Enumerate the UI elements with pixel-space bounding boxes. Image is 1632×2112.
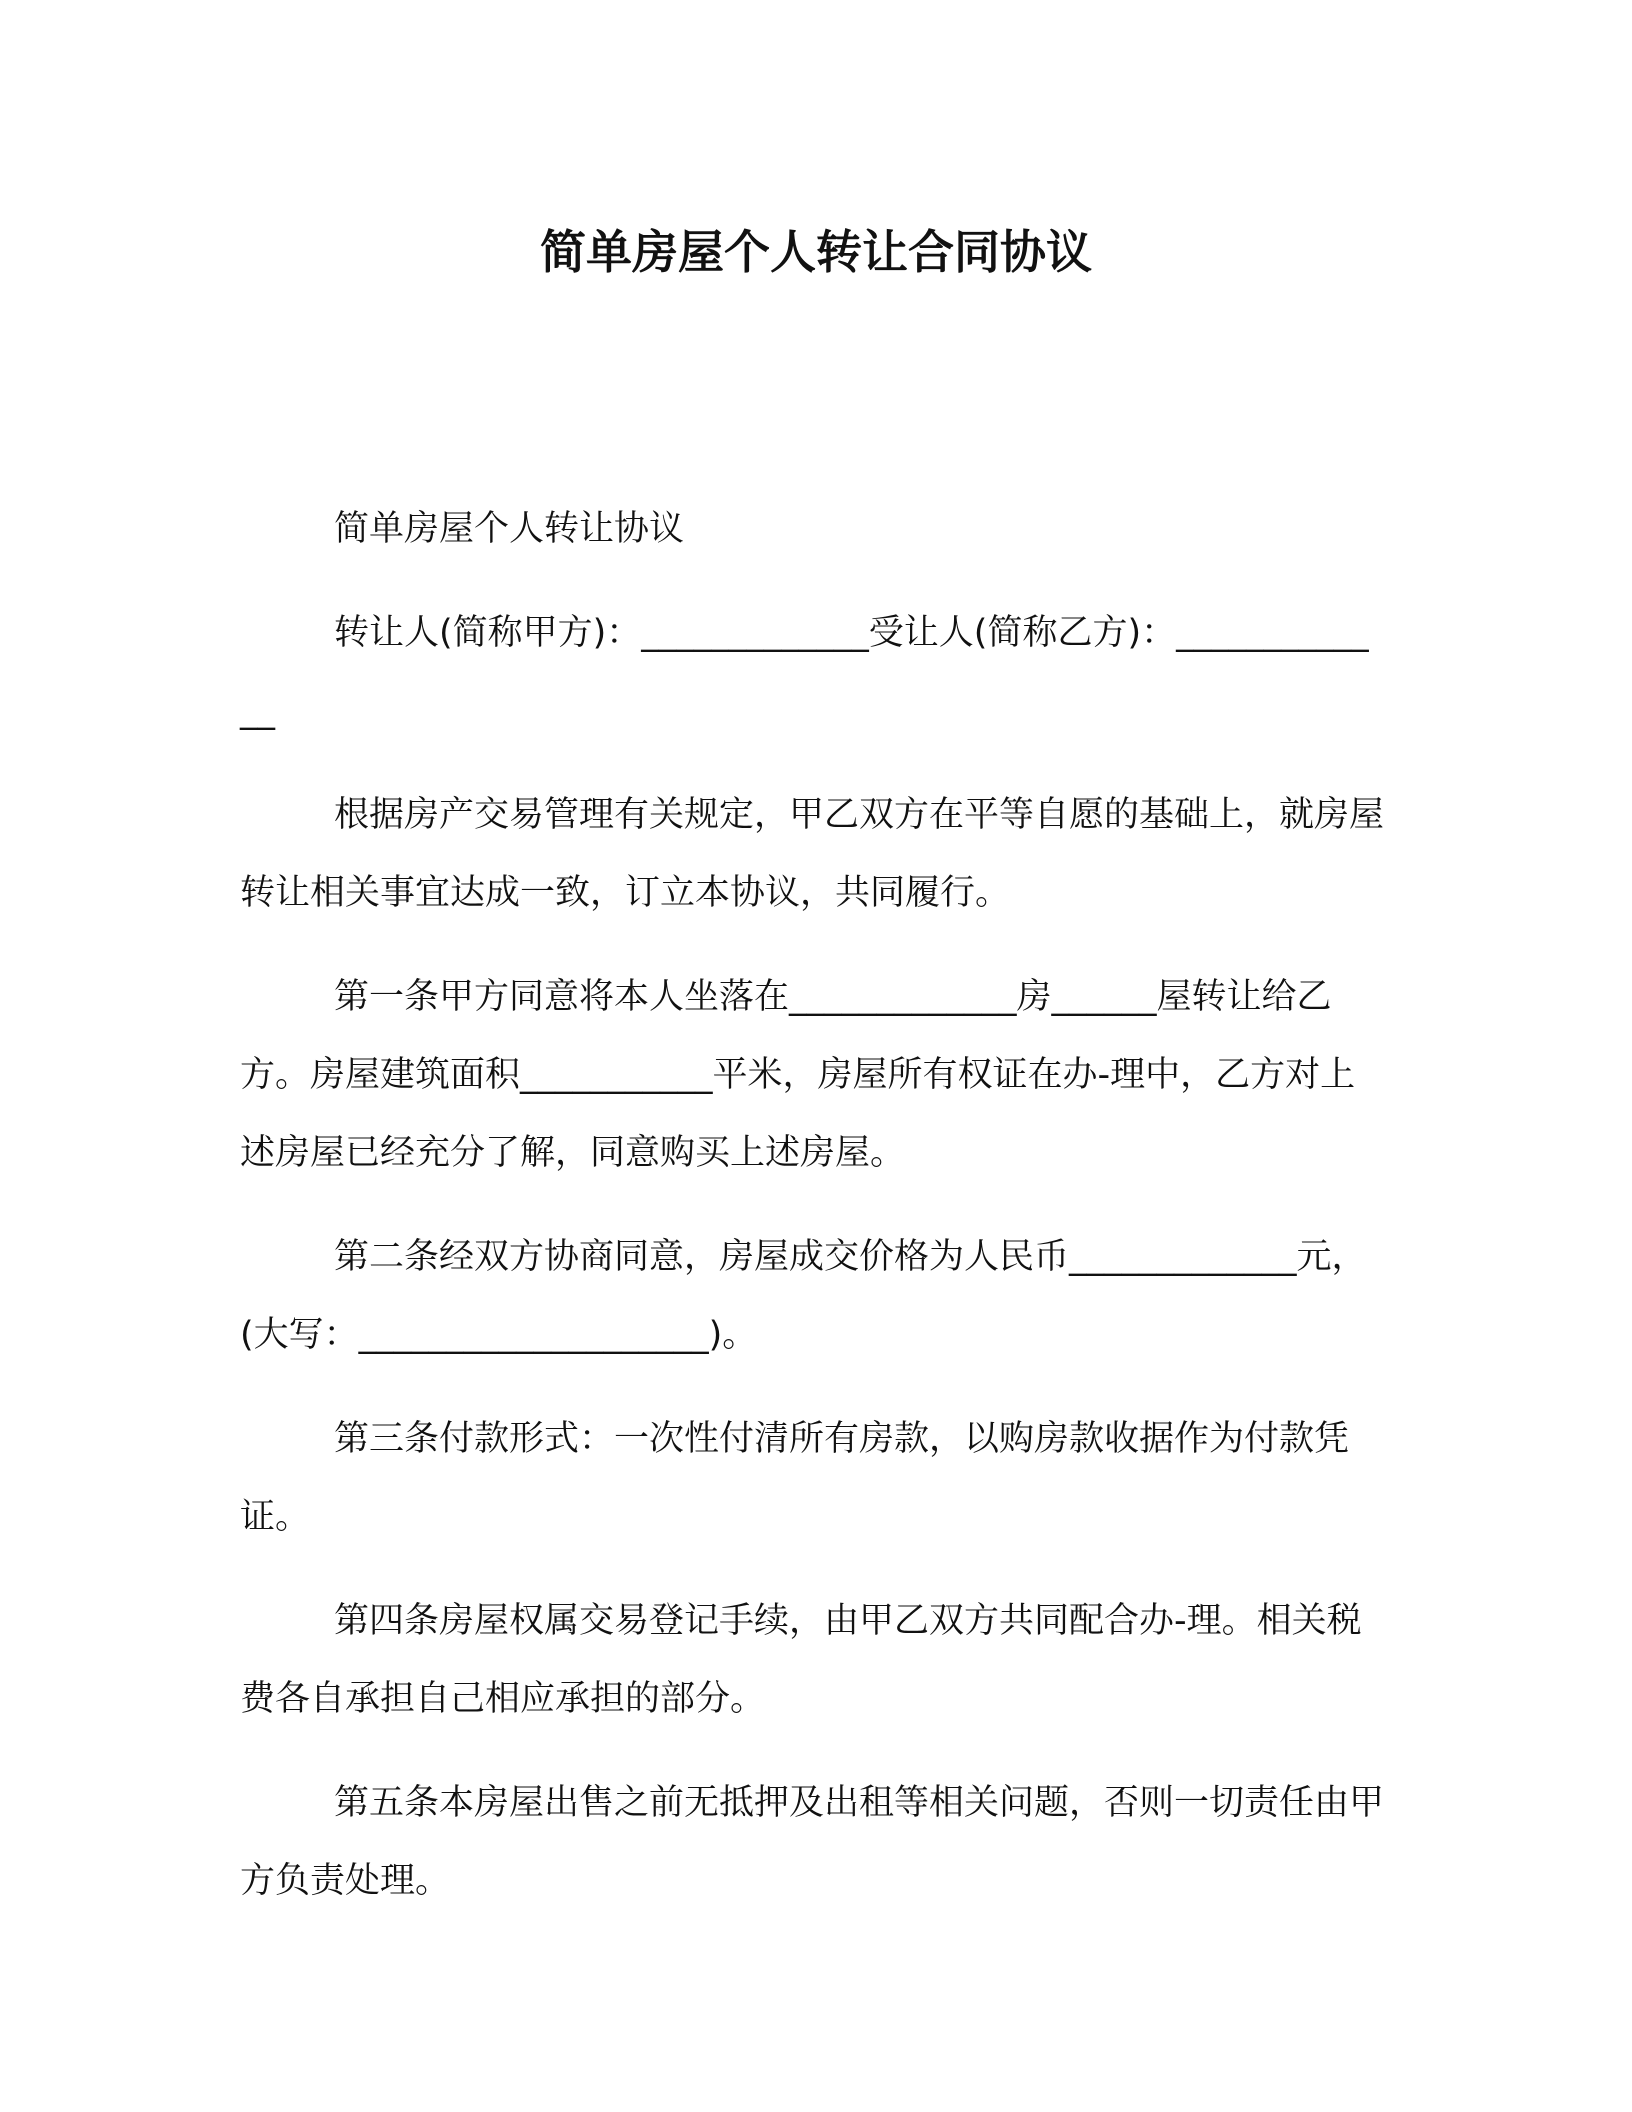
article-3: 第三条付款形式：一次性付清所有房款，以购房款收据作为付款凭证。 bbox=[240, 1419, 1350, 1537]
article-5: 第五条本房屋出售之前无抵押及出租等相关问题，否则一切责任由甲方负责处理。 bbox=[240, 1783, 1385, 1901]
document-title: 简单房屋个人转让合同协议 bbox=[540, 225, 1092, 279]
article-2: 第二条经双方协商同意，房屋成交价格为人民币_____________元，(大写：____________________)。 bbox=[240, 1237, 1367, 1355]
parties-line: 转让人(简称甲方)：_____________受让人(简称乙方)：_____________ bbox=[240, 613, 1369, 731]
article-4: 第四条房屋权属交易登记手续，由甲乙双方共同配合办-理。相关税费各自承担自己相应承担的部分。 bbox=[240, 1601, 1362, 1719]
article-1: 第一条甲方同意将本人坐落在_____________房______屋转让给乙方。房屋建筑面积___________平米，房屋所有权证在办-理中，乙方对上述房屋已经充分了解，同意购买上述房屋。 bbox=[240, 977, 1356, 1173]
agreement-subtitle: 简单房屋个人转让协议 bbox=[334, 509, 685, 549]
document-body bbox=[240, 490, 1385, 1946]
preamble-paragraph: 根据房产交易管理有关规定，甲乙双方在平等自愿的基础上，就房屋转让相关事宜达成一致，订立本协议，共同履行。 bbox=[240, 795, 1385, 913]
